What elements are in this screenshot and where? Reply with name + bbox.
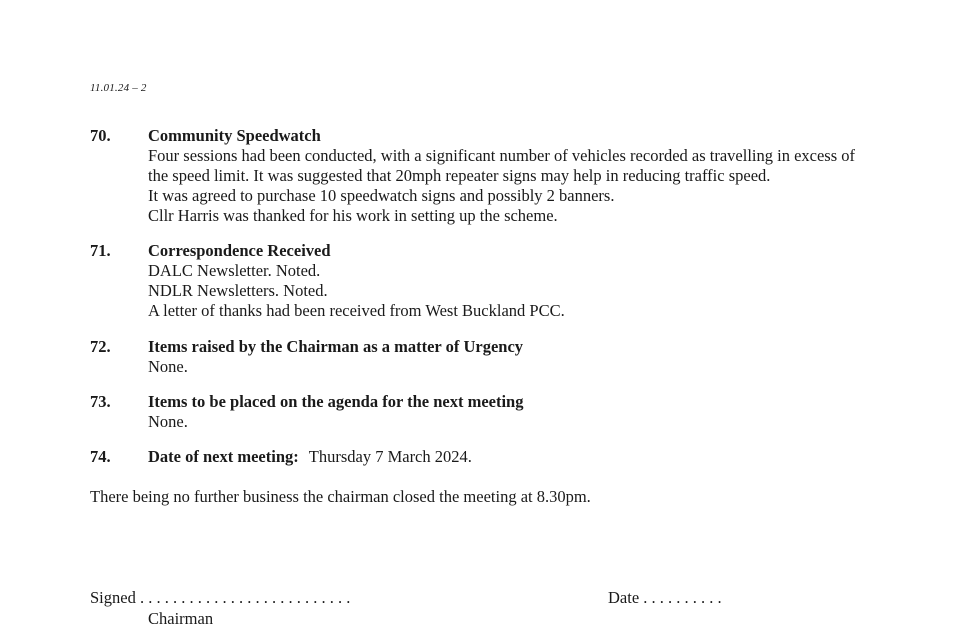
item-content bbox=[148, 447, 472, 467]
item-number: 73. bbox=[90, 392, 111, 411]
item-content bbox=[148, 126, 855, 226]
item-text-line: It was agreed to purchase 10 speedwatch signs and possibly 2 banners. bbox=[148, 186, 615, 205]
item-text-line: None. bbox=[148, 412, 188, 431]
item-heading: Date of next meeting: bbox=[148, 447, 299, 466]
item-number: 70. bbox=[90, 126, 111, 145]
item-text-line: the speed limit. It was suggested that 20mph repeater signs may help in reducing traffic speed. bbox=[148, 166, 771, 185]
item-number: 74. bbox=[90, 447, 111, 466]
item-number: 71. bbox=[90, 241, 111, 260]
item-text-line: Cllr Harris was thanked for his work in setting up the scheme. bbox=[148, 206, 558, 225]
date-line: Date . . . . . . . . . . bbox=[608, 588, 722, 607]
item-heading: Community Speedwatch bbox=[148, 126, 321, 145]
signature-role: Chairman bbox=[148, 609, 214, 628]
item-content bbox=[148, 241, 565, 321]
item-text-line: NDLR Newsletters. Noted. bbox=[148, 281, 328, 300]
item-text-line: DALC Newsletter. Noted. bbox=[148, 261, 321, 280]
item-content bbox=[148, 337, 523, 377]
item-heading: Items to be placed on the agenda for the next meeting bbox=[148, 392, 524, 411]
item-heading: Correspondence Received bbox=[148, 241, 331, 260]
page-reference: 11.01.24 – 2 bbox=[90, 82, 147, 94]
item-text-line: Four sessions had been conducted, with a significant number of vehicles recorded as travelling in excess of bbox=[148, 146, 856, 165]
item-text-line: A letter of thanks had been received from West Buckland PCC. bbox=[148, 301, 565, 320]
item-number: 72. bbox=[90, 337, 111, 356]
next-meeting-date: Thursday 7 March 2024. bbox=[308, 447, 472, 466]
closing-statement: There being no further business the chairman closed the meeting at 8.30pm. bbox=[90, 487, 591, 506]
item-heading: Items raised by the Chairman as a matter of Urgency bbox=[148, 337, 524, 356]
item-text-line: None. bbox=[148, 357, 188, 376]
item-content bbox=[148, 392, 524, 432]
signature-line: Signed . . . . . . . . . . . . . . . . . . . . . . . . . . bbox=[90, 588, 351, 607]
